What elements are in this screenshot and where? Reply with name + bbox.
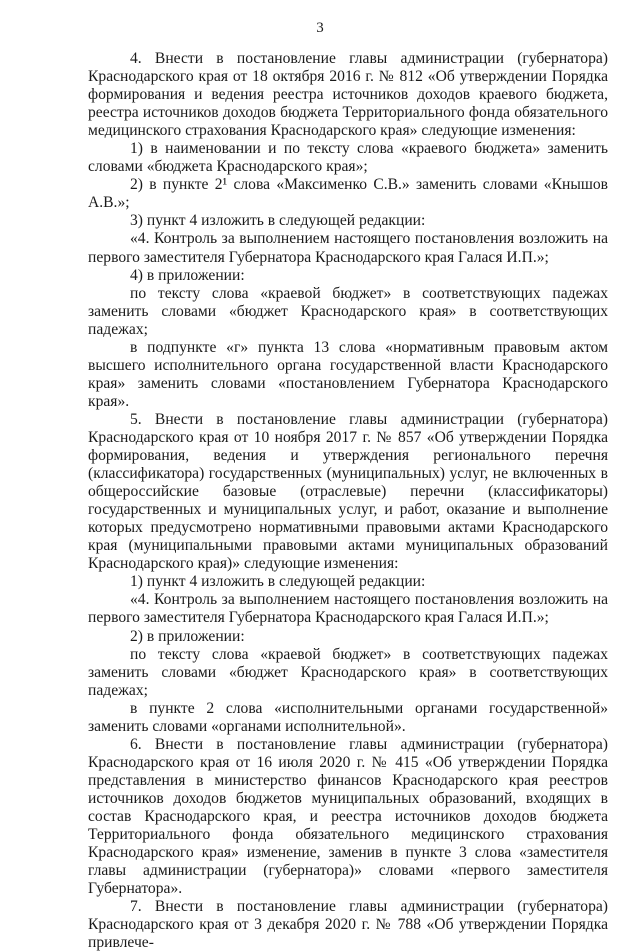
paragraph-5-1: 1) пункт 4 изложить в следующей редакции: <box>130 573 426 591</box>
paragraph-4-1: 1) в наименовании и по тексту слова «краевого бюджета» заменить словами «бюджета Краснодарского края»; <box>88 140 608 176</box>
paragraph-5-2-b: в пункте 2 слова «исполнительными органами государственной» заменить словами «органами исполнительной». <box>88 699 608 735</box>
paragraph-5-2-a: по тексту слова «краевой бюджет» в соответствующих падежах заменить словами «бюджет Краснодарского края» в соответствующих падежах; <box>88 645 608 699</box>
paragraph-4-4-a: по тексту слова «краевой бюджет» в соответствующих падежах заменить словами «бюджет Краснодарского края» в соответствующих падежах; <box>88 284 608 338</box>
paragraph-5-1-text: «4. Контроль за выполнением настоящего постановления возложить на первого заместителя Губернатора Краснодарского края Галася И.П.»; <box>88 591 608 627</box>
page-number: 3 <box>316 20 324 36</box>
paragraph-6: 6. Внести в постановление главы администрации (губернатора) Краснодарского края от 16 июля 2020 г. № 415 «Об утверждении Порядка представления в министерство финансов Краснодарского края реестров источников доходов бюджетов муниципальных образований, входящих в состав Краснодарского края, и реестра источников доходов бюджета Территориального фонда обязательного медицинского страхования Краснодарского края» изменение, заменив в пункте 3 слова «заместителя главы администрации (губернатора)» словами «первого заместителя Губернатора». <box>88 735 608 898</box>
paragraph-4-4-b: в подпункте «г» пункта 13 слова «нормативным правовым актом высшего исполнительного органа государственной власти Краснодарского края» заменить словами «постановлением Губернатора Краснодарского края». <box>88 338 608 410</box>
paragraph-4-3-text: «4. Контроль за выполнением настоящего постановления возложить на первого заместителя Губернатора Краснодарского края Галася И.П.»; <box>88 230 608 266</box>
paragraph-4-2: 2) в пункте 2¹ слова «Максименко С.В.» заменить словами «Кнышов А.В.»; <box>88 176 608 212</box>
paragraph-4-3: 3) пункт 4 изложить в следующей редакции: <box>130 212 426 230</box>
paragraph-4: 4. Внести в постановление главы администрации (губернатора) Краснодарского края от 18 октября 2016 г. № 812 «Об утверждении Порядка формирования и ведения реестра источников доходов краевого бюджета, реестра источников доходов бюджета Территориального фонда обязательного медицинского страхования Краснодарского края» следующие изменения: <box>88 50 608 140</box>
paragraph-5-2: 2) в приложении: <box>130 627 245 645</box>
document-body <box>88 50 608 952</box>
paragraph-5: 5. Внести в постановление главы администрации (губернатора) Краснодарского края от 10 ноября 2017 г. № 857 «Об утверждении Порядка формирования, ведения и утверждения регионального перечня (классификатора) государственных (муниципальных) услуг, не включенных в общероссийские базовые (отраслевые) перечни (классификаторы) государственных и муниципальных услуг, и работ, оказание и выполнение которых предусмотрено нормативными правовыми актами Краснодарского края (муниципальными правовыми актами муниципальных образований Краснодарского края)» следующие изменения: <box>88 410 608 573</box>
paragraph-7: 7. Внести в постановление главы администрации (губернатора) Краснодарского края от 3 декабря 2020 г. № 788 «Об утверждении Порядка привлече- <box>88 898 608 952</box>
paragraph-4-4: 4) в приложении: <box>130 266 245 284</box>
